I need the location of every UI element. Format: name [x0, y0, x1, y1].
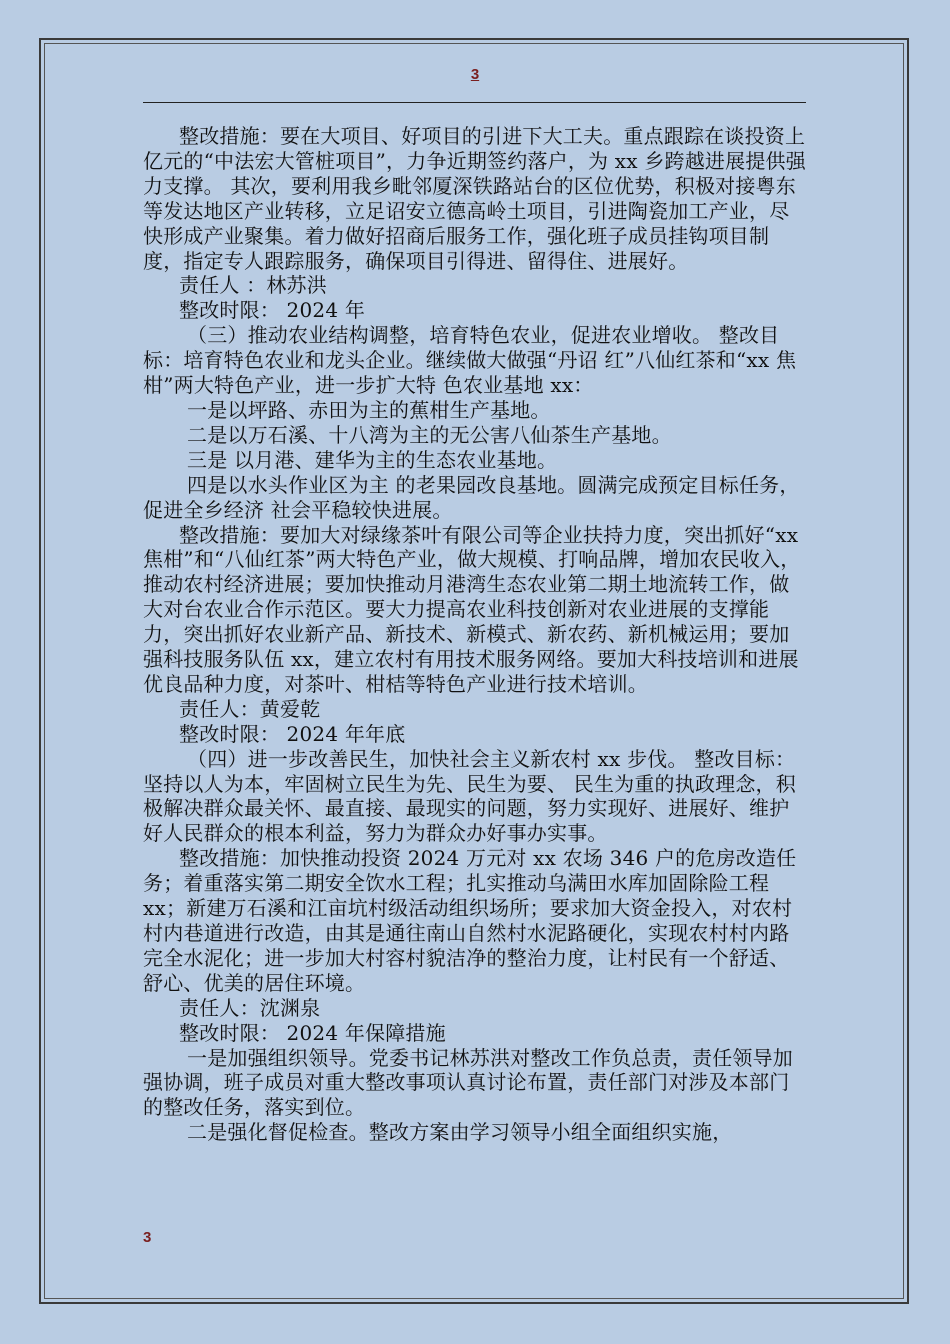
safeguard-1: 一是加强组织领导。党委书记林苏洪对整改工作负总责，责任领导加强协调，班子成员对重大整改事项认真讨论布置，责任部门对涉及本部门的整改任务，落实到位。	[143, 1045, 793, 1120]
deadline-1: 整改时限： 2024 年	[179, 298, 366, 323]
header-rule	[143, 102, 806, 103]
section-3-heading: （三）推动农业结构调整，培育特色农业，促进农业增收。 整改目标：培育特色农业和龙头企业。继续做大做强“丹诏 红”八仙红茶和“xx 焦柑”两大特色产业，进一步扩大特 色农业基地 xx：	[143, 323, 797, 398]
paragraph-measures-1: 整改措施：要在大项目、好项目的引进下大工夫。重点跟踪在谈投资上亿元的“中法宏大管桩项目”，力争近期签约落户，为 xx 乡跨越进展提供强力支撑。 其次，要利用我乡毗邻厦深铁路站台的区位优势，积极对接粤东等发达地区产业转移，立足诏安立德高岭土项目，引进陶瓷加工产业，尽快形成产业聚集。着力做好招商后服务工作，强化班子成员挂钩项目制度，指定专人跟踪服务，确保项目引得进、留得住、进展好。	[143, 124, 806, 273]
section-4-heading: （四）进一步改善民生，加快社会主义新农村 xx 步伐。 整改目标：坚持以人为本，牢固树立民生为先、民生为要、 民生为重的执政理念，积极解决群众最关怀、最直接、最现实的问题，努力实现好、进展好、维护好人民群众的根本利益，努力为群众办好事办实事。	[143, 746, 796, 846]
paragraph-measures-3: 整改措施：加快推动投资 2024 万元对 xx 农场 346 户的危房改造任务；着重落实第二期安全饮水工程；扎实推动乌满田水库加固除险工程 xx；新建万石溪和江亩坑村级活动组织场所；要求加大资金投入，对农村村内巷道进行改造，由其是通往南山自然村水泥路硬化，实现农村村内路完全水泥化；进一步加大村容村貌洁净的整治力度，让村民有一个舒适、舒心、优美的居住环境。	[143, 846, 797, 995]
deadline-3: 整改时限： 2024 年保障措施	[179, 1020, 446, 1045]
list-item-1: 一是以坪路、赤田为主的蕉柑生产基地。	[187, 397, 551, 422]
safeguard-2: 二是强化督促检查。整改方案由学习领导小组全面组织实施，	[187, 1120, 733, 1145]
list-item-2: 二是以万石溪、十八湾为主的无公害八仙茶生产基地。	[187, 422, 672, 447]
responsible-person-3: 责任人：沈渊泉	[179, 995, 321, 1020]
paragraph-measures-2: 整改措施：要加大对绿缘茶叶有限公司等企业扶持力度，突出抓好“xx 焦柑”和“八仙红茶”两大特色产业，做大规模、打响品牌，增加农民收入，推动农村经济进展；要加快推动月港湾生态农业第二期土地流转工作，做大对台农业合作示范区。要大力提高农业科技创新对农业进展的支撑能力，突出抓好农业新产品、新技术、新模式、新农药、新机械运用；要加强科技服务队伍 xx，建立农村有用技术服务网络。要加大科技培训和进展优良品种力度，对茶叶、柑桔等特色产业进行技术培训。	[143, 522, 805, 696]
footer-page-number: 3	[143, 1229, 152, 1246]
responsible-person-1: 责任人 ：林苏洪	[179, 273, 327, 298]
document-body	[143, 124, 809, 1145]
header-page-number: 3	[470, 66, 480, 83]
responsible-person-2: 责任人：黄爱乾	[179, 696, 321, 721]
list-item-3: 三是 以月港、建华为主的生态农业基地。	[187, 447, 558, 472]
deadline-2: 整改时限： 2024 年年底	[179, 721, 406, 746]
list-item-4: 四是以水头作业区为主 的老果园改良基地。圆满完成预定目标任务，促进全乡经济 社会平稳较快进展。	[143, 472, 800, 522]
